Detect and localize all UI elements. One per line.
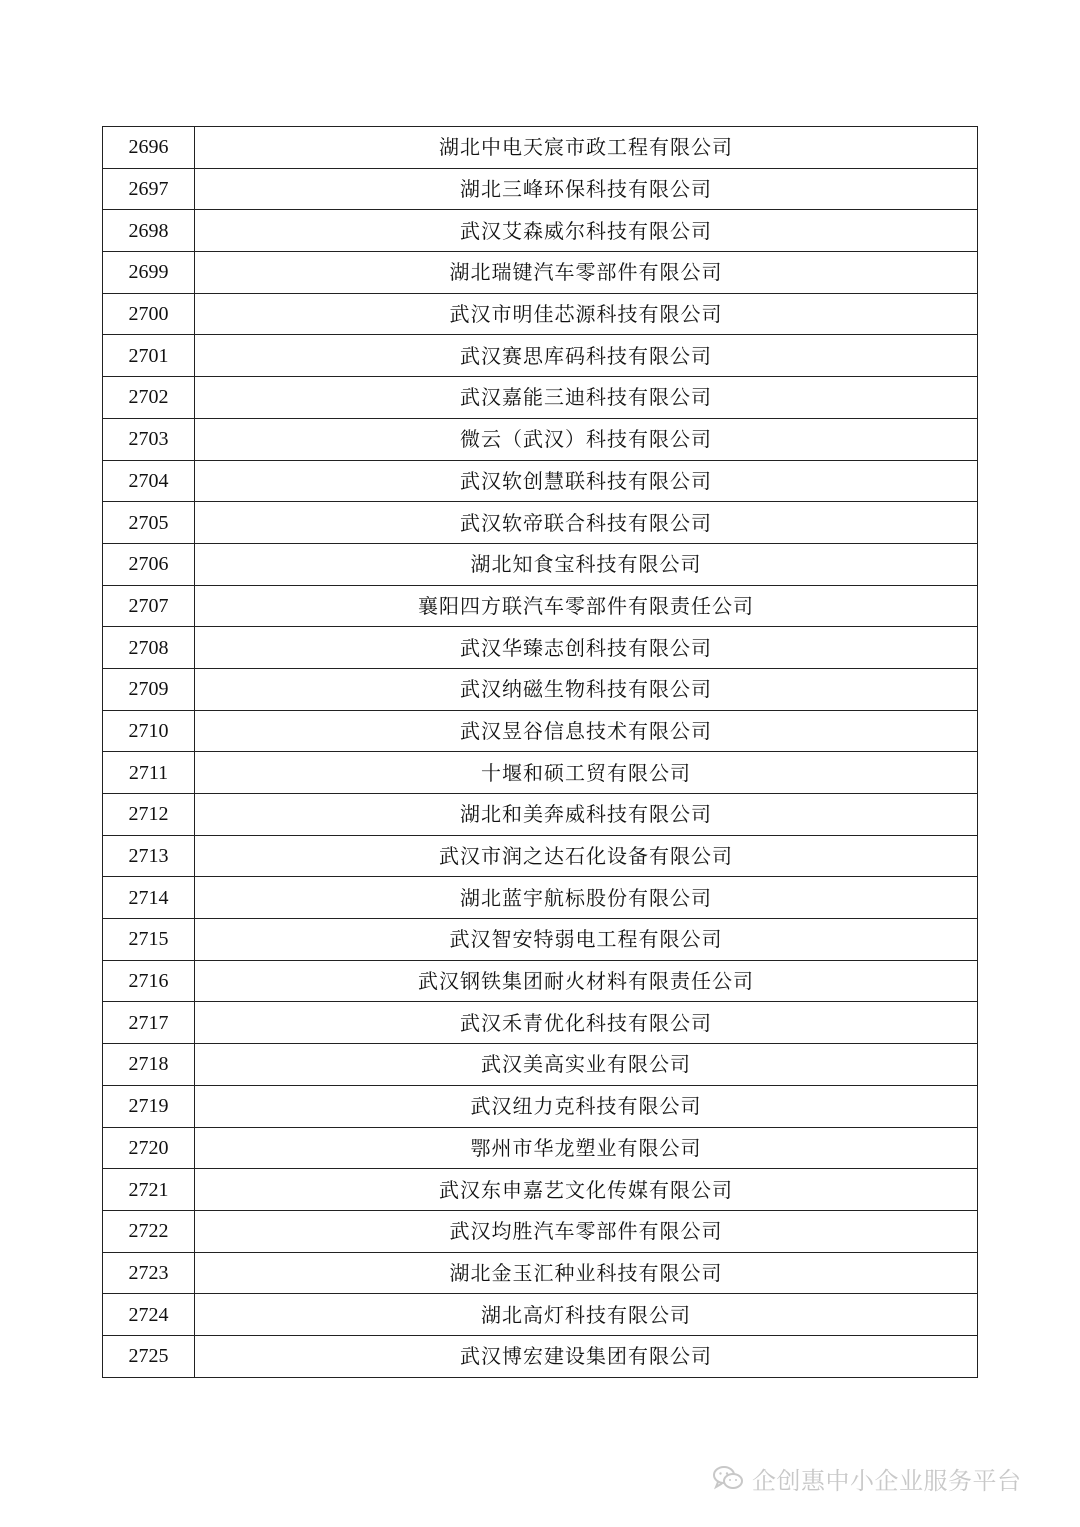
company-name: 湖北高灯科技有限公司 <box>195 1294 978 1336</box>
row-number: 2723 <box>103 1252 195 1294</box>
company-name: 武汉华臻志创科技有限公司 <box>195 627 978 669</box>
table-row <box>103 1044 978 1086</box>
table-row <box>103 293 978 335</box>
table-row <box>103 960 978 1002</box>
company-name: 武汉市润之达石化设备有限公司 <box>195 835 978 877</box>
company-name: 武汉昱谷信息技术有限公司 <box>195 710 978 752</box>
company-name: 武汉嘉能三迪科技有限公司 <box>195 377 978 419</box>
table-row <box>103 1335 978 1377</box>
row-number: 2701 <box>103 335 195 377</box>
table-row <box>103 377 978 419</box>
company-name: 武汉市明佳芯源科技有限公司 <box>195 293 978 335</box>
table-row <box>103 1210 978 1252</box>
row-number: 2717 <box>103 1002 195 1044</box>
row-number: 2708 <box>103 627 195 669</box>
company-name: 湖北中电天宸市政工程有限公司 <box>195 127 978 169</box>
company-name: 武汉艾森威尔科技有限公司 <box>195 210 978 252</box>
wechat-icon <box>712 1464 744 1492</box>
row-number: 2721 <box>103 1169 195 1211</box>
row-number: 2720 <box>103 1127 195 1169</box>
company-name: 武汉纽力克科技有限公司 <box>195 1085 978 1127</box>
row-number: 2716 <box>103 960 195 1002</box>
table-row <box>103 210 978 252</box>
company-name: 湖北和美奔威科技有限公司 <box>195 794 978 836</box>
row-number: 2707 <box>103 585 195 627</box>
table-row <box>103 252 978 294</box>
company-name: 襄阳四方联汽车零部件有限责任公司 <box>195 585 978 627</box>
row-number: 2703 <box>103 418 195 460</box>
company-list-table <box>102 126 978 1378</box>
row-number: 2696 <box>103 127 195 169</box>
row-number: 2706 <box>103 543 195 585</box>
row-number: 2711 <box>103 752 195 794</box>
table-row <box>103 1252 978 1294</box>
table-row <box>103 335 978 377</box>
company-name: 武汉东申嘉艺文化传媒有限公司 <box>195 1169 978 1211</box>
row-number: 2705 <box>103 502 195 544</box>
row-number: 2704 <box>103 460 195 502</box>
company-name: 武汉智安特弱电工程有限公司 <box>195 919 978 961</box>
row-number: 2700 <box>103 293 195 335</box>
company-name: 湖北三峰环保科技有限公司 <box>195 168 978 210</box>
company-name: 鄂州市华龙塑业有限公司 <box>195 1127 978 1169</box>
table-row <box>103 668 978 710</box>
company-name: 湖北知食宝科技有限公司 <box>195 543 978 585</box>
company-name: 十堰和硕工贸有限公司 <box>195 752 978 794</box>
company-name: 武汉软创慧联科技有限公司 <box>195 460 978 502</box>
table-row <box>103 127 978 169</box>
company-name: 武汉禾青优化科技有限公司 <box>195 1002 978 1044</box>
row-number: 2713 <box>103 835 195 877</box>
company-name: 武汉均胜汽车零部件有限公司 <box>195 1210 978 1252</box>
table-row <box>103 1127 978 1169</box>
company-name: 武汉钢铁集团耐火材料有限责任公司 <box>195 960 978 1002</box>
table-row <box>103 794 978 836</box>
watermark <box>712 1458 1022 1498</box>
company-name: 武汉博宏建设集团有限公司 <box>195 1335 978 1377</box>
row-number: 2715 <box>103 919 195 961</box>
table-row <box>103 418 978 460</box>
row-number: 2724 <box>103 1294 195 1336</box>
table-row <box>103 502 978 544</box>
row-number: 2725 <box>103 1335 195 1377</box>
table-row <box>103 1085 978 1127</box>
company-name: 湖北金玉汇种业科技有限公司 <box>195 1252 978 1294</box>
table-row <box>103 1002 978 1044</box>
row-number: 2709 <box>103 668 195 710</box>
table-row <box>103 543 978 585</box>
table-row <box>103 1169 978 1211</box>
company-list-body <box>103 127 978 1378</box>
company-name: 武汉美高实业有限公司 <box>195 1044 978 1086</box>
row-number: 2714 <box>103 877 195 919</box>
row-number: 2698 <box>103 210 195 252</box>
company-name: 武汉软帝联合科技有限公司 <box>195 502 978 544</box>
row-number: 2712 <box>103 794 195 836</box>
company-name: 湖北蓝宇航标股份有限公司 <box>195 877 978 919</box>
company-name: 武汉纳磁生物科技有限公司 <box>195 668 978 710</box>
table-row <box>103 585 978 627</box>
table-row <box>103 877 978 919</box>
table-row <box>103 710 978 752</box>
table-row <box>103 627 978 669</box>
company-name: 武汉赛思库码科技有限公司 <box>195 335 978 377</box>
table-row <box>103 919 978 961</box>
row-number: 2718 <box>103 1044 195 1086</box>
row-number: 2722 <box>103 1210 195 1252</box>
company-name: 微云（武汉）科技有限公司 <box>195 418 978 460</box>
table-row <box>103 460 978 502</box>
row-number: 2719 <box>103 1085 195 1127</box>
table-row <box>103 168 978 210</box>
row-number: 2697 <box>103 168 195 210</box>
row-number: 2710 <box>103 710 195 752</box>
table-row <box>103 835 978 877</box>
row-number: 2699 <box>103 252 195 294</box>
table-row <box>103 752 978 794</box>
watermark-text: 企创惠中小企业服务平台 <box>752 1466 1022 1495</box>
company-name: 湖北瑞键汽车零部件有限公司 <box>195 252 978 294</box>
row-number: 2702 <box>103 377 195 419</box>
table-row <box>103 1294 978 1336</box>
